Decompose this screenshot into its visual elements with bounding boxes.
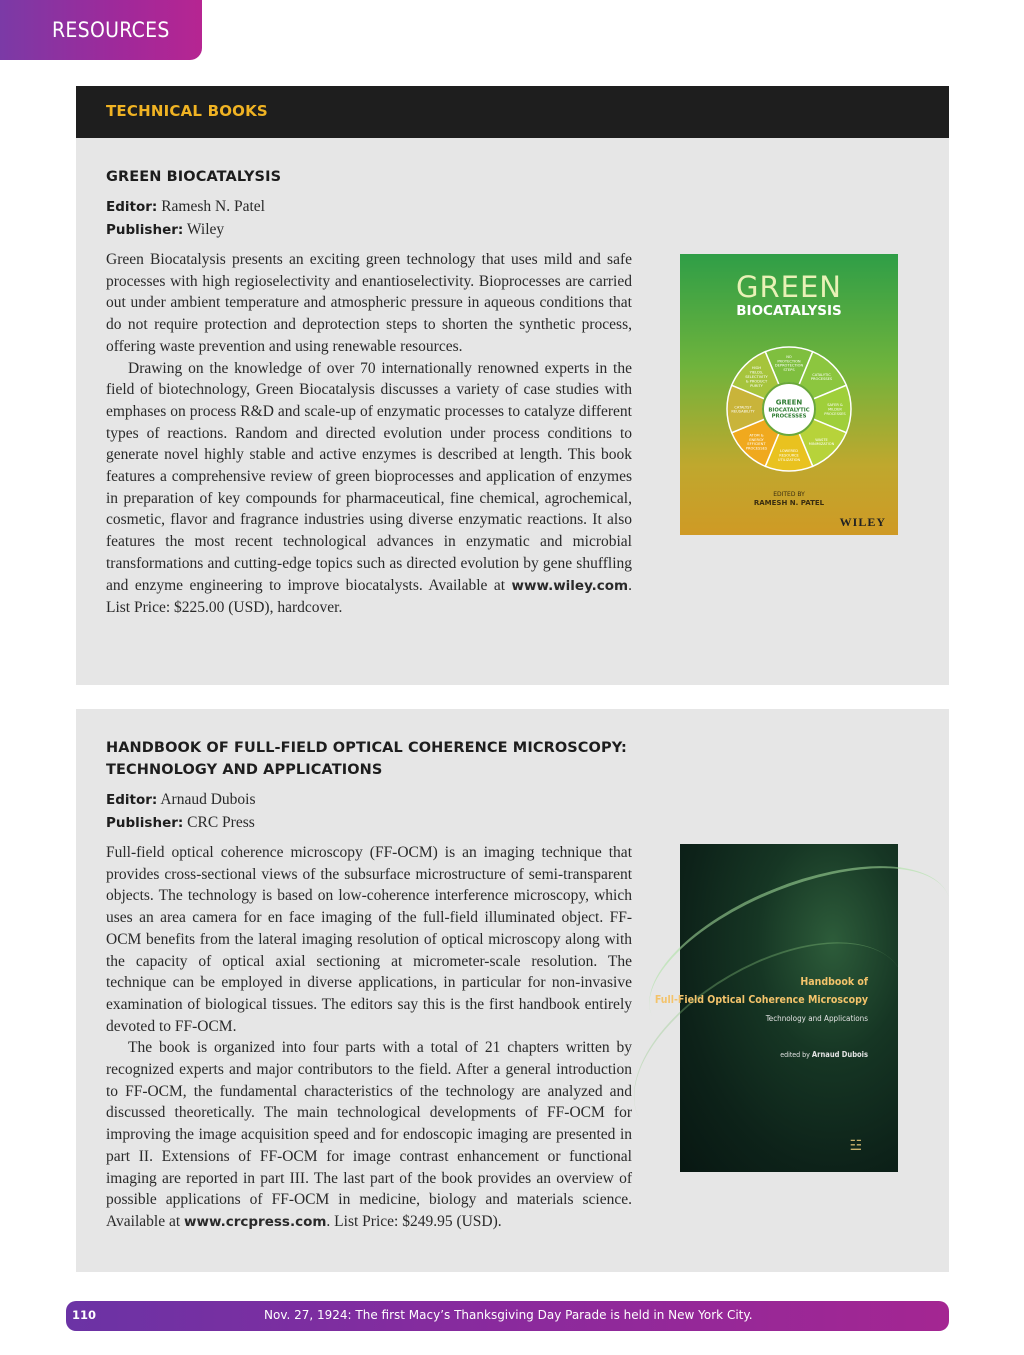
section-header [76, 86, 949, 138]
wheel-segment-label: HIGH [751, 366, 762, 371]
description-paragraph-1: Green Biocatalysis presents an exciting green technology that uses mild and safe processes with high regioselectivity and enantioselectivity. Bioprocesses are carried out under ambient temperature and atmospheric pressure in aqueous conditions that do not require protection and deprotection steps to shorten the synthetic process, offering waste prevention and using renewable resources. [106, 251, 632, 355]
wheel-segment-label: DEPROTECTION [774, 363, 804, 368]
wheel-center-label: GREEN [775, 398, 803, 407]
book-editor [106, 196, 632, 219]
cover-title-line1: Handbook of [800, 976, 868, 988]
wheel-segment-label: PROCESSES [824, 411, 846, 416]
book-description [106, 249, 632, 619]
price-text: . List Price: $249.95 (USD). [326, 1212, 502, 1230]
wheel-segment-label: CATALYST [734, 405, 752, 410]
editor-label: Editor: [106, 199, 158, 215]
paragraph-text: Drawing on the knowledge of over 70 internationally renowned experts in the field of biotechnology, Green Biocatalysis discusses a variety of case studies with emphases on process R&D and scale-up of enzymatic processes to catalyze different types of reactions. Random and directed evolution under process conditions to generate novel highly stable and active enzymes is described at length. This book features a comprehensive review of green bioprocesses and application of enzymes in preparation of key compounds for pharmaceutical, fine chemical, agrochemical, cosmetic, flavor and fragrance industries using diverse enzymatic reactions. It also features the most recent technological advances in enzymatic and microbial transformations and cutting-edge topics such as directed evolution by gene shuffling and enzyme engineering to improve biocatalysts. Available at [106, 359, 632, 594]
wheel-center-label: BIOCATALYTIC [768, 407, 810, 414]
wheel-segment-label: MINIMIZATION [808, 442, 835, 447]
publisher-name: CRC Press [187, 813, 255, 831]
wheel-segment-label: PURITY [750, 383, 763, 388]
book-text [106, 166, 632, 619]
page-number: 110 [72, 1308, 97, 1322]
wheel-segment-label: EFFICIENT [747, 442, 766, 447]
cover-title-line1: GREEN [736, 270, 842, 304]
wheel-segment-label: ENERGY [749, 437, 764, 442]
section-title: TECHNICAL BOOKS [106, 102, 268, 120]
wheel-segment-label: MILDER [828, 407, 842, 412]
description-paragraph-2 [106, 358, 632, 619]
book-card-green-biocatalysis [76, 138, 949, 685]
editor-label: Editor: [106, 792, 158, 808]
editor-name: Arnaud Dubois [160, 791, 256, 808]
book-title-line2: TECHNOLOGY AND APPLICATIONS [106, 762, 383, 778]
publisher-label: Publisher: [106, 814, 184, 831]
website-link[interactable]: www.wiley.com [511, 577, 629, 594]
price-text: . List Price: $225.00 (USD), hardcover. [106, 576, 632, 617]
book-publisher [106, 812, 632, 835]
cover-subtitle: Technology and Applications [765, 1014, 868, 1023]
book-title: GREEN BIOCATALYSIS [106, 169, 282, 185]
wheel-segment-label: NO [786, 354, 792, 359]
cover-editor [780, 1050, 868, 1059]
book-publisher [106, 219, 632, 242]
cover-editor-name: Arnaud Dubois [811, 1050, 868, 1059]
description-paragraph-1: Full-field optical coherence microscopy (FF-OCM) is an imaging technique that provides cross-sectional views of the subsurface microstructure of semi-transparent objects. The technology is based on low-coherence interference microscopy, which uses an area camera for en face imaging of the full-field illuminated object. FF-OCM benefits from the lateral imaging resolution of optical microscopy along with the capacity of optical axial sectioning at micrometer-scale resolution. The technique can be employed in diverse applications, in particular for non-invasive examination of biological tissues. The editors say this is the first handbook entirely devoted to FF-OCM. [106, 844, 632, 1035]
website-link[interactable]: www.crcpress.com [184, 1213, 327, 1230]
wheel-segment-label: REUSABILITY [731, 409, 755, 414]
wheel-segment-label: STEPS [783, 368, 795, 373]
wheel-segment-label: PROCESSES [745, 446, 768, 451]
cover-edited-by: edited by [780, 1051, 810, 1059]
cover-publisher-logo: WILEY [839, 515, 886, 529]
page-footer [66, 1301, 949, 1331]
book-description [106, 842, 632, 1234]
book-text [106, 737, 632, 1234]
wheel-segment-label: LOWERED [779, 449, 799, 454]
cover-title-line2: Full-Field Optical Coherence Microscopy [654, 994, 868, 1006]
wheel-segment-label: ATOM & [749, 433, 764, 438]
wheel-segment-label: SAFER & [827, 403, 843, 408]
wheel-segment-label: CATALYTIC [812, 372, 831, 377]
publisher-label: Publisher: [106, 221, 184, 238]
cover-edited-by: EDITED BY [773, 491, 805, 498]
wheel-segment-label: RESOURCE [779, 453, 799, 458]
cover-title-line2: BIOCATALYSIS [736, 303, 842, 319]
section-tab: RESOURCES [0, 0, 202, 60]
book-editor [106, 789, 632, 812]
cover-editor-name: RAMESH N. PATEL [753, 499, 825, 507]
wheel-segment-label: WASTE [815, 437, 828, 442]
publisher-name: Wiley [186, 220, 225, 238]
editor-name: Ramesh N. Patel [161, 198, 265, 215]
book-title-line1: HANDBOOK OF FULL-FIELD OPTICAL COHERENCE MICROSCOPY: [106, 740, 627, 756]
wheel-segment-label: SELECTIVITY [745, 374, 768, 379]
wheel-segment-label: YIELDS, [749, 370, 764, 375]
wheel-segment-label: PROTECTION [777, 359, 801, 364]
description-paragraph-2 [106, 1037, 632, 1233]
paragraph-text: The book is organized into four parts with a total of 21 chapters written by recognized experts and major contributors to the field. After a general introduction to FF-OCM, the fundamental characteristics of the technology are analyzed and discussed theoretically. The main technological developments of FF-OCM for improving the image acquisition speed and for endoscopic imaging are presented in part II. Extensions of FF-OCM for image contrast enhancement or functional imaging are reported in part III. The last part of the book provides an overview of possible applications of FF-OCM in medicine, biology and materials science. Available at [106, 1039, 632, 1230]
book-cover-image [654, 844, 898, 1172]
cover-editor [680, 491, 898, 508]
footer-fact: Nov. 27, 1924: The first Macy’s Thanksgiving Day Parade is held in New York City. [264, 1308, 753, 1322]
wheel-segment-label: PROCESSES [810, 377, 833, 382]
book-card-ff-ocm [76, 709, 949, 1272]
book-cover-image [680, 254, 898, 535]
wheel-center-label: PROCESSES [771, 413, 807, 420]
wheel-segment-label: UTILIZATION [777, 457, 801, 462]
wheel-segment-label: & PRODUCT [745, 379, 768, 384]
publisher-logo-icon: ☳ [849, 1138, 862, 1154]
